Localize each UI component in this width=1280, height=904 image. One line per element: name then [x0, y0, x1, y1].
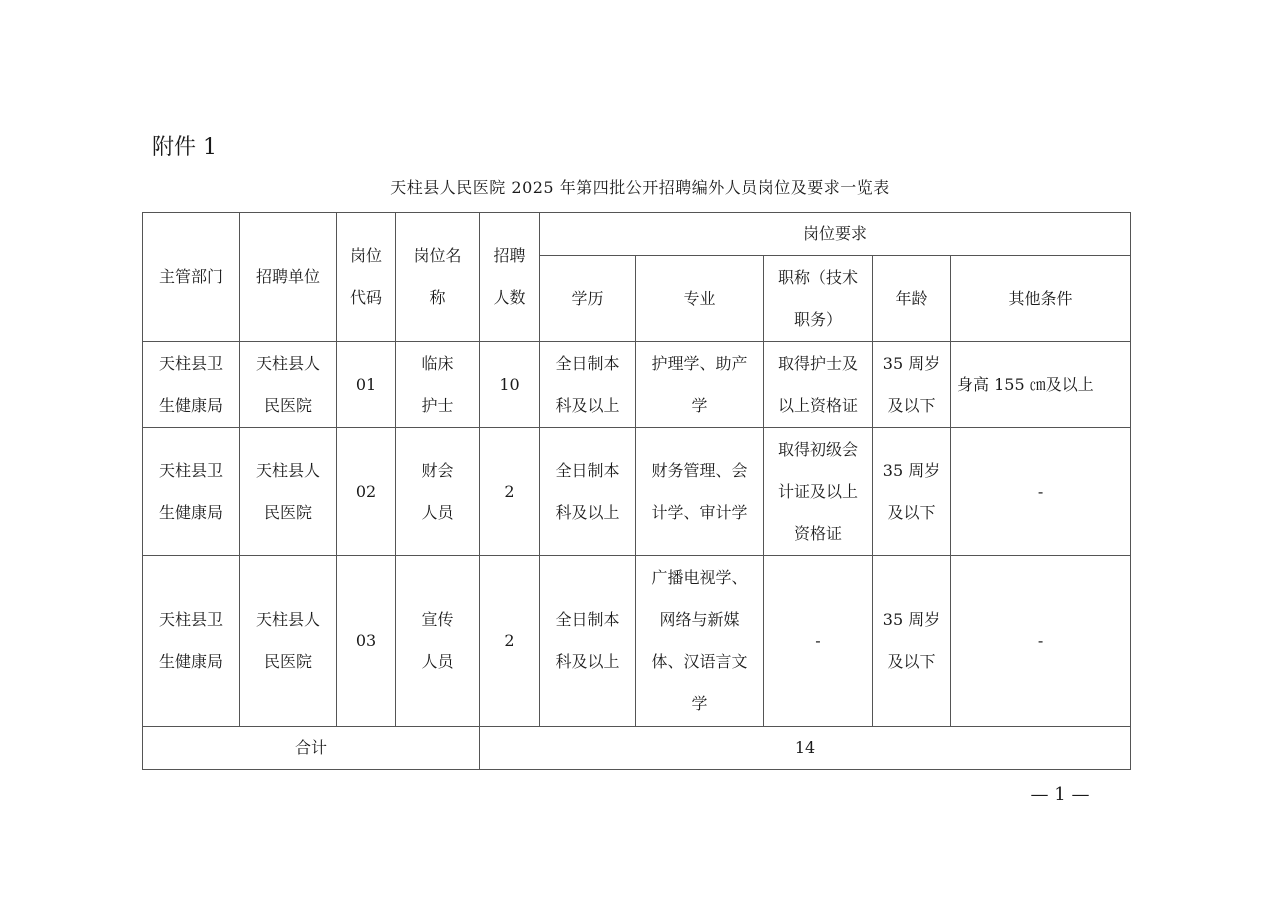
- cell-other: [951, 428, 1131, 556]
- cell-text-line: 财会: [421, 460, 454, 480]
- cell-education: [540, 342, 636, 428]
- cell-text-line: 2: [504, 481, 515, 501]
- cell-text-line: 财务管理、会: [651, 460, 748, 480]
- cell-text-line: 护士: [421, 395, 454, 415]
- cell-count: [480, 342, 540, 428]
- cell-text-line: 民医院: [263, 395, 312, 415]
- header-code: [337, 213, 396, 342]
- cell-count: [480, 556, 540, 727]
- cell-text-line: 35 周岁: [882, 353, 941, 373]
- cell-text-line: 取得初级会: [777, 439, 858, 459]
- cell-text-line: 民医院: [263, 502, 312, 522]
- cell-text-line: 资格证: [793, 523, 842, 543]
- cell-text-line: 岗位: [349, 246, 382, 265]
- cell-position: [396, 556, 480, 727]
- cell-text-line: 年龄: [895, 288, 928, 308]
- cell-text-line: 35 周岁: [882, 460, 941, 480]
- cell-text-line: 全日制本: [555, 610, 620, 629]
- cell-text-line: 广播电视学、: [651, 568, 748, 587]
- cell-text-line: 全日制本: [555, 460, 620, 480]
- cell-text-line: 及以下: [887, 502, 936, 522]
- cell-unit: [240, 556, 337, 727]
- cell-text-line: 02: [355, 481, 377, 501]
- cell-text-line: 民医院: [263, 652, 312, 671]
- cell-text-line: 天柱县卫: [158, 460, 223, 480]
- cell-qualification: [764, 556, 873, 727]
- cell-text-line: 体、汉语言文: [651, 652, 748, 671]
- total-label: 合计: [143, 727, 480, 770]
- cell-count: [480, 428, 540, 556]
- cell-text-line: 身高 155 ㎝及以上: [957, 374, 1094, 394]
- cell-department: [143, 342, 240, 428]
- cell-text-line: 科及以上: [555, 395, 620, 415]
- cell-text-line: 人员: [421, 652, 454, 671]
- cell-text-line: 03: [355, 631, 377, 650]
- cell-position: [396, 428, 480, 556]
- cell-text-line: -: [815, 631, 821, 650]
- cell-text-line: 以上资格证: [777, 395, 858, 415]
- cell-text-line: 职称（技术: [777, 267, 858, 287]
- attachment-label: 附件 1: [152, 135, 217, 160]
- cell-text-line: 取得护士及: [777, 353, 858, 373]
- cell-text-line: 学: [691, 694, 708, 713]
- cell-qualification: [764, 342, 873, 428]
- cell-age: [873, 428, 951, 556]
- cell-text-line: -: [1037, 481, 1044, 501]
- header-count: [480, 213, 540, 342]
- cell-text-line: 天柱县卫: [158, 353, 223, 373]
- cell-text-line: 人员: [421, 502, 454, 522]
- cell-text-line: 及以下: [887, 395, 936, 415]
- cell-text-line: 01: [355, 374, 377, 394]
- cell-text-line: 人数: [493, 288, 526, 307]
- cell-text-line: 计学、审计学: [651, 502, 748, 522]
- cell-code: [337, 428, 396, 556]
- cell-text-line: 生健康局: [158, 502, 223, 522]
- cell-text-line: 科及以上: [555, 652, 620, 671]
- header-unit: [240, 213, 337, 342]
- cell-department: [143, 428, 240, 556]
- cell-text-line: 岗位名: [413, 246, 462, 265]
- header-education: [540, 256, 636, 342]
- cell-text-line: 代码: [349, 288, 382, 307]
- table-row: [143, 428, 1131, 556]
- cell-text-line: 网络与新媒: [659, 610, 740, 629]
- cell-text-line: 护理学、助产: [651, 353, 748, 373]
- cell-text-line: 天柱县人: [255, 353, 320, 373]
- header-other: [951, 256, 1131, 342]
- cell-text-line: 科及以上: [555, 502, 620, 522]
- cell-unit: [240, 342, 337, 428]
- cell-text-line: 35 周岁: [882, 610, 941, 629]
- cell-text-line: 计证及以上: [777, 481, 858, 501]
- table-row: [143, 342, 1131, 428]
- cell-text-line: 招聘: [493, 246, 526, 265]
- cell-text-line: 2: [504, 631, 515, 650]
- cell-unit: [240, 428, 337, 556]
- cell-code: [337, 556, 396, 727]
- cell-department: [143, 556, 240, 727]
- total-row: [143, 727, 1131, 770]
- cell-text-line: 学: [691, 395, 708, 415]
- cell-age: [873, 556, 951, 727]
- cell-text-line: 临床: [421, 353, 454, 373]
- table-row: [143, 556, 1131, 727]
- header-major: [636, 256, 764, 342]
- recruitment-table: [142, 212, 1131, 770]
- cell-text-line: 天柱县卫: [158, 610, 223, 629]
- document-title: 天柱县人民医院 2025 年第四批公开招聘编外人员岗位及要求一览表: [390, 178, 890, 197]
- cell-major: [636, 556, 764, 727]
- cell-code: [337, 342, 396, 428]
- cell-education: [540, 556, 636, 727]
- page-number: — 1 —: [1030, 784, 1090, 805]
- header-requirements: 岗位要求: [540, 213, 1131, 256]
- cell-text-line: 及以下: [887, 652, 936, 671]
- cell-age: [873, 342, 951, 428]
- cell-text-line: 生健康局: [158, 395, 223, 415]
- cell-text-line: 学历: [571, 288, 604, 308]
- cell-other: [951, 342, 1131, 428]
- header-position: [396, 213, 480, 342]
- cell-text-line: 生健康局: [158, 652, 223, 671]
- cell-text-line: 专业: [683, 288, 716, 308]
- total-value: 14: [480, 727, 1131, 770]
- header-age: [873, 256, 951, 342]
- cell-text-line: 称: [429, 288, 446, 307]
- cell-text-line: 10: [499, 374, 520, 394]
- cell-text-line: 天柱县人: [255, 610, 320, 629]
- cell-text-line: -: [1037, 631, 1044, 650]
- cell-text-line: 宣传: [421, 610, 454, 629]
- cell-education: [540, 428, 636, 556]
- cell-major: [636, 342, 764, 428]
- cell-major: [636, 428, 764, 556]
- cell-text-line: 招聘单位: [255, 267, 320, 286]
- cell-position: [396, 342, 480, 428]
- header-qualification: [764, 256, 873, 342]
- header-department: [143, 213, 240, 342]
- cell-other: [951, 556, 1131, 727]
- cell-text-line: 天柱县人: [255, 460, 320, 480]
- cell-qualification: [764, 428, 873, 556]
- cell-text-line: 主管部门: [158, 267, 223, 286]
- cell-text-line: 其他条件: [1008, 288, 1073, 308]
- cell-text-line: 职务）: [793, 309, 842, 329]
- cell-text-line: 全日制本: [555, 353, 620, 373]
